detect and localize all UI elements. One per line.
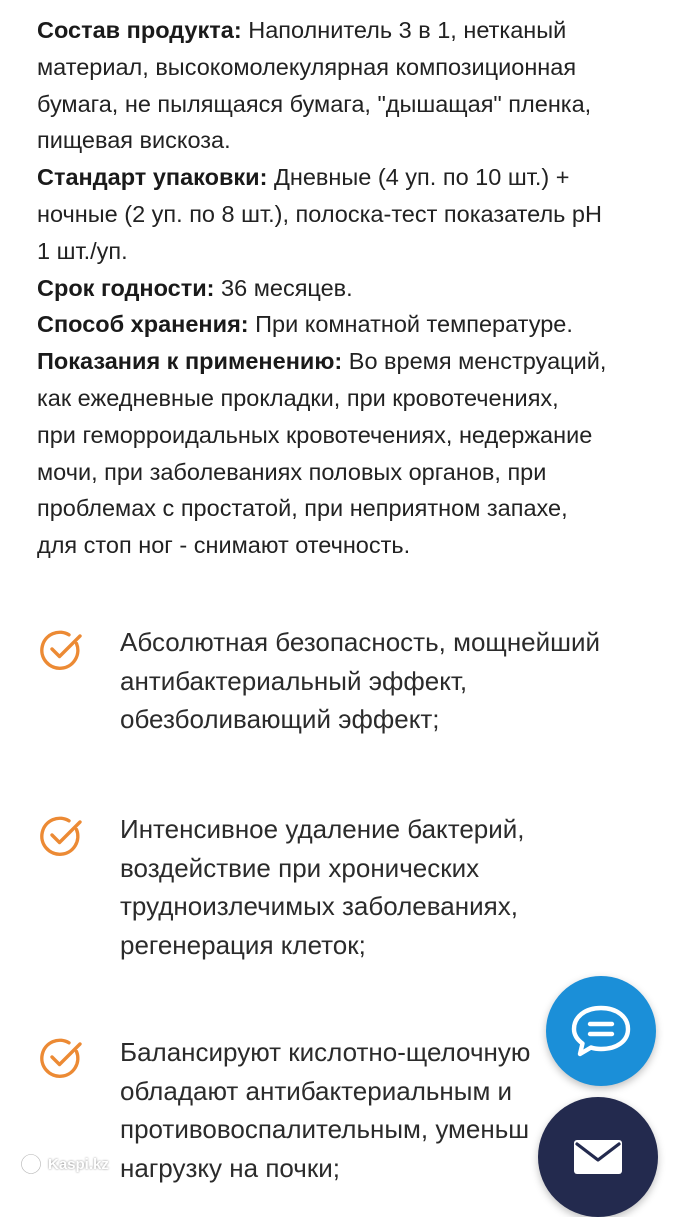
feature-line: регенерация клеток; bbox=[120, 929, 366, 960]
spec-value-line: как ежедневные прокладки, при кровотечениях, bbox=[37, 384, 559, 411]
kaspi-logo-icon bbox=[20, 1153, 42, 1175]
spec-label: Показания к применению: bbox=[37, 348, 343, 375]
feature-text bbox=[120, 810, 660, 964]
spec-label: Срок годности: bbox=[37, 274, 215, 301]
spec-value-line: 1 шт./уп. bbox=[37, 237, 128, 264]
chat-bubble-icon bbox=[569, 1003, 633, 1059]
spec-value-line: при геморроидальных кровотечениях, недержание bbox=[37, 421, 593, 448]
check-circle-icon bbox=[36, 812, 84, 860]
check-circle-icon bbox=[36, 1034, 84, 1082]
spec-value-line: проблемах с простатой, при неприятном запахе, bbox=[37, 495, 568, 522]
feature-line: обезболивающий эффект; bbox=[120, 704, 440, 734]
feature-line: нагрузку на почки; bbox=[120, 1152, 340, 1183]
feature-line: Абсолютная безопасность, мощнейший bbox=[120, 627, 601, 657]
spec-value-line: мочи, при заболеваниях половых органов, при bbox=[37, 458, 547, 485]
spec-value-line: материал, высокомолекулярная композиционная bbox=[37, 53, 577, 80]
feature-line: Интенсивное удаление бактерий, bbox=[120, 814, 525, 844]
spec-value-line: При комнатной температуре. bbox=[248, 311, 573, 338]
spec-value-line: бумага, не пылящаяся бумага, "дышащая" пленка, bbox=[37, 90, 592, 117]
envelope-icon bbox=[574, 1140, 622, 1174]
feature-line: трудноизлечимых заболеваниях, bbox=[120, 891, 518, 921]
feature-line: Балансируют кислотно-щелочную bbox=[120, 1037, 531, 1067]
spec-value-line: Во время менструаций, bbox=[342, 348, 607, 375]
feature-line: антибактериальный эффект, bbox=[120, 665, 468, 696]
spec-value-line: ночные (2 уп. по 8 шт.), полоска-тест показатель pH bbox=[37, 200, 602, 227]
spec-value-line: пищевая вискоза. bbox=[37, 127, 231, 154]
spec-label: Стандарт упаковки: bbox=[37, 164, 268, 191]
spec-value-line: 36 месяцев. bbox=[214, 274, 353, 301]
spec-label: Состав продукта: bbox=[37, 17, 242, 43]
mail-button[interactable] bbox=[538, 1097, 658, 1217]
feature-line: обладают антибактериальным и bbox=[120, 1075, 513, 1106]
check-circle-icon bbox=[36, 626, 84, 674]
spec-label: Способ хранения: bbox=[37, 311, 249, 338]
spec-value-line: Наполнитель 3 в 1, нетканый bbox=[241, 17, 567, 43]
spec-value-line: Дневные (4 уп. по 10 шт.) + bbox=[267, 164, 570, 191]
spec-value-line: для стоп ног - снимают отечность. bbox=[37, 532, 411, 559]
feature-text bbox=[120, 623, 660, 739]
feature-line: противовоспалительным, уменьш bbox=[120, 1114, 530, 1144]
chat-button[interactable] bbox=[546, 976, 656, 1086]
watermark-text: Kaspi.kz bbox=[48, 1155, 109, 1173]
kaspi-watermark bbox=[20, 1152, 109, 1176]
feature-line: воздействие при хронических bbox=[120, 852, 480, 883]
